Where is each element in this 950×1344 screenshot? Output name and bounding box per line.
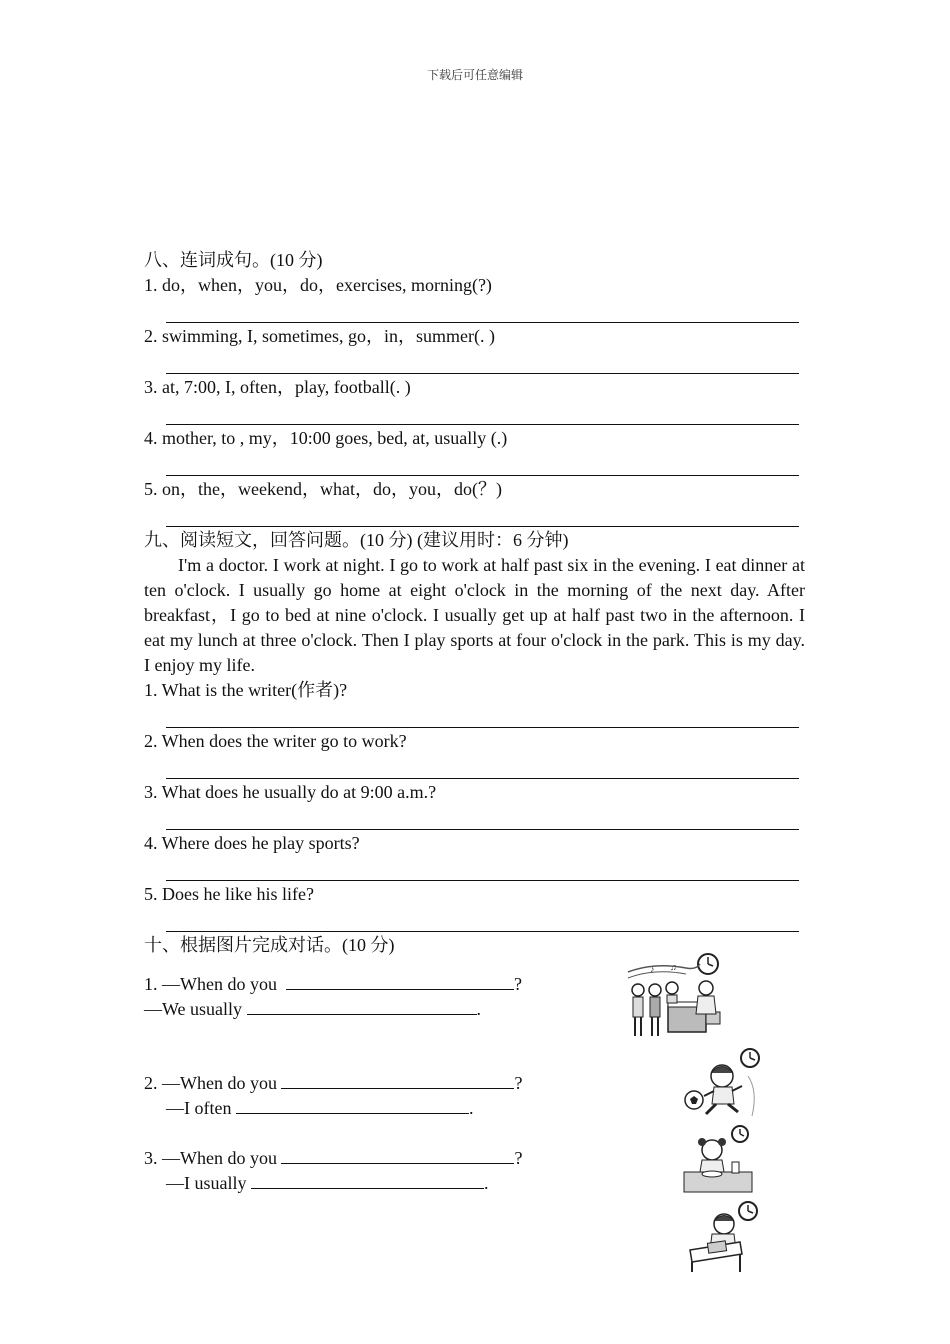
answer-line[interactable] — [166, 754, 799, 779]
eating-picture — [682, 1124, 754, 1194]
study-picture — [686, 1198, 762, 1272]
s8-item-3: 3. at, 7:00, I, often，play, football(. ) — [144, 377, 411, 397]
music-class-picture — [624, 950, 724, 1040]
s9-question-5: 5. Does he like his life? — [144, 884, 314, 904]
svg-text:♫: ♫ — [670, 962, 677, 972]
answer-line[interactable] — [166, 349, 799, 374]
s8-item-1: 1. do，when，you，do，exercises, morning(?) — [144, 275, 492, 295]
answer-line[interactable] — [166, 805, 799, 830]
dialog-blank[interactable] — [251, 1170, 484, 1189]
s9-question-3: 3. What does he usually do at 9:00 a.m.? — [144, 782, 437, 802]
dialog-blank[interactable] — [247, 996, 477, 1015]
dialog-blank[interactable] — [281, 1070, 514, 1089]
dialog-2-question: 2. —When do you ? — [144, 1070, 522, 1096]
answer-line[interactable] — [166, 703, 799, 728]
s8-item-4: 4. mother, to , my，10:00 goes, bed, at, usually (.) — [144, 428, 508, 448]
answer-line[interactable] — [166, 451, 799, 476]
reading-passage: I'm a doctor. I work at night. I go to work at half past six in the evening. I eat dinner at ten o'clock. I usually go home at eight o'clock in the morning of the next day. After breakfast，I go to bed at nine o'clock. I usually get up at half past two in the afternoon. I eat my lunch at three o'clock. Then I play sports at four o'clock in the park. This is my day. I enjoy my life. — [144, 555, 805, 675]
section9-title: 九、阅读短文，回答问题。(10 分) (建议用时：6 分钟) — [144, 530, 569, 550]
answer-line[interactable] — [166, 856, 799, 881]
dialog-blank[interactable] — [281, 1145, 514, 1164]
s9-question-4: 4. Where does he play sports? — [144, 833, 360, 853]
dialog-blank[interactable] — [286, 971, 514, 990]
s8-item-5: 5. on，the，weekend，what，do，you，do(？) — [144, 479, 502, 499]
dialog-1-question: 1. —When do you ? — [144, 971, 522, 997]
football-picture — [682, 1046, 764, 1122]
dialog-3-answer: —I usually . — [166, 1170, 489, 1196]
dialog-2-answer: —I often . — [166, 1095, 473, 1121]
dialog-3-question: 3. —When do you ? — [144, 1145, 522, 1171]
header-note: 下载后可任意编辑 — [426, 68, 523, 82]
answer-line[interactable] — [166, 400, 799, 425]
svg-text:♪: ♪ — [650, 964, 655, 974]
s9-question-1: 1. What is the writer(作者)? — [144, 680, 348, 700]
answer-line[interactable] — [166, 298, 799, 323]
dialog-blank[interactable] — [236, 1095, 469, 1114]
dialog-1-answer: —We usually . — [144, 996, 481, 1022]
answer-line[interactable] — [166, 907, 799, 932]
s8-item-2: 2. swimming, I, sometimes, go，in，summer(. ) — [144, 326, 495, 346]
section8-title: 八、连词成句。(10 分) — [144, 250, 323, 270]
worksheet-body — [144, 248, 805, 958]
s9-question-2: 2. When does the writer go to work? — [144, 731, 407, 751]
answer-line[interactable] — [166, 502, 799, 527]
section10-title: 十、根据图片完成对话。(10 分) — [144, 935, 395, 955]
